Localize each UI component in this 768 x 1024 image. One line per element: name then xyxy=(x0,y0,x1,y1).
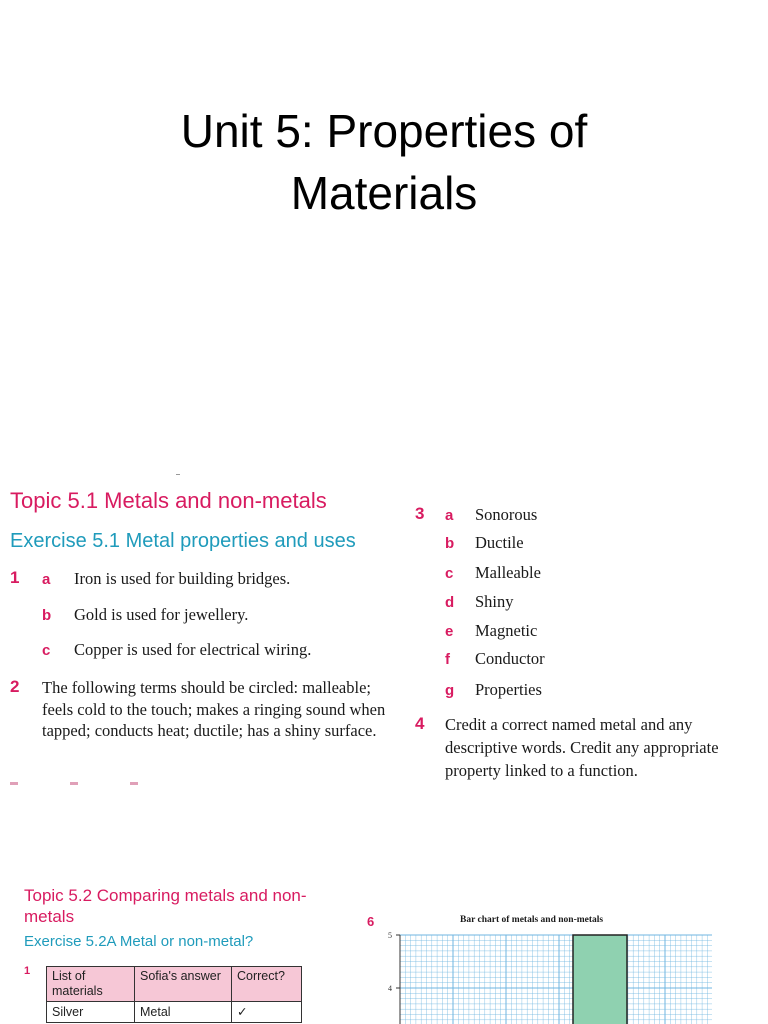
answer-text: Malleable xyxy=(475,563,541,582)
question-number-1: 1 xyxy=(10,568,20,587)
table-header: List of materials xyxy=(47,967,135,1002)
answer-3a xyxy=(445,505,537,525)
answer-3d xyxy=(445,592,514,612)
answer-letter: b xyxy=(42,607,52,624)
chart-bars xyxy=(573,935,627,1024)
topic-heading: Topic 5.1 Metals and non-metals xyxy=(10,488,327,513)
answer-3e xyxy=(445,621,537,641)
table-header: Sofia's answer xyxy=(135,967,232,1002)
table-header-row xyxy=(47,967,302,1002)
answer-3g xyxy=(445,680,542,700)
answer-text: Copper is used for electrical wiring. xyxy=(74,640,312,659)
answer-letter: a xyxy=(42,571,51,588)
slide-title-line-2: Materials xyxy=(290,167,478,219)
answer-letter: b xyxy=(445,535,455,552)
answer-3b xyxy=(445,533,524,553)
answer-text: Shiny xyxy=(475,592,514,611)
scan-mark xyxy=(176,474,180,475)
answer-1c xyxy=(42,640,311,660)
answer-3c xyxy=(445,563,541,583)
answer-3f xyxy=(445,649,545,669)
chart-bar xyxy=(573,935,627,1024)
table-row xyxy=(47,1002,302,1023)
answer-letter: c xyxy=(42,642,51,659)
table-header: Correct? xyxy=(232,967,302,1002)
question-number-2: 2 xyxy=(10,677,20,696)
exercise-heading: Exercise 5.1 Metal properties and uses xyxy=(10,530,356,552)
cropped-line-fragment xyxy=(10,782,140,785)
answer-letter: e xyxy=(445,623,454,640)
question-number-3: 3 xyxy=(415,504,425,523)
slide-title-line-1: Unit 5: Properties of xyxy=(180,105,588,157)
chart-grid-major xyxy=(400,935,712,1024)
bar-chart xyxy=(380,926,720,1024)
table-cell: ✓ xyxy=(232,1002,302,1023)
y-tick-label: 5 xyxy=(388,931,392,940)
materials-table xyxy=(46,966,302,1023)
answer-letter: g xyxy=(445,682,455,699)
question-number-1: 1 xyxy=(24,965,31,977)
chart-title: Bar chart of metals and non-metals xyxy=(460,915,604,925)
answer-text: Conductor xyxy=(475,649,545,668)
answer-2-text: The following terms should be circled: malleable; feels cold to the touch; makes a ringing sound when tapped; conducts heat; ductile; has a shiny surface. xyxy=(42,678,386,740)
answer-text: Gold is used for jewellery. xyxy=(74,605,249,624)
chart-y-ticks xyxy=(388,931,400,993)
answer-4-text: Credit a correct named metal and any descriptive words. Credit any appropriate property linked to a function. xyxy=(445,715,719,780)
answer-text: Iron is used for building bridges. xyxy=(74,569,291,588)
topic-heading-5-2: Topic 5.2 Comparing metals and non-metals xyxy=(24,886,307,926)
answer-text: Properties xyxy=(475,680,542,699)
slide-title xyxy=(0,100,768,224)
y-tick-label: 4 xyxy=(388,984,392,993)
table-cell: Metal xyxy=(135,1002,232,1023)
answer-text: Ductile xyxy=(475,533,524,552)
table-cell: Silver xyxy=(47,1002,135,1023)
answer-letter: a xyxy=(445,507,454,524)
exercise-heading-5-2a: Exercise 5.2A Metal or non-metal? xyxy=(24,933,254,950)
answer-text: Sonorous xyxy=(475,505,538,524)
answer-1b xyxy=(42,605,248,625)
question-number-6: 6 xyxy=(367,914,375,929)
answer-letter: f xyxy=(445,651,450,668)
answer-text: Magnetic xyxy=(475,621,538,640)
question-number-4: 4 xyxy=(415,714,425,733)
answer-letter: c xyxy=(445,565,454,582)
answer-1a xyxy=(42,569,290,589)
answer-letter: d xyxy=(445,594,455,611)
